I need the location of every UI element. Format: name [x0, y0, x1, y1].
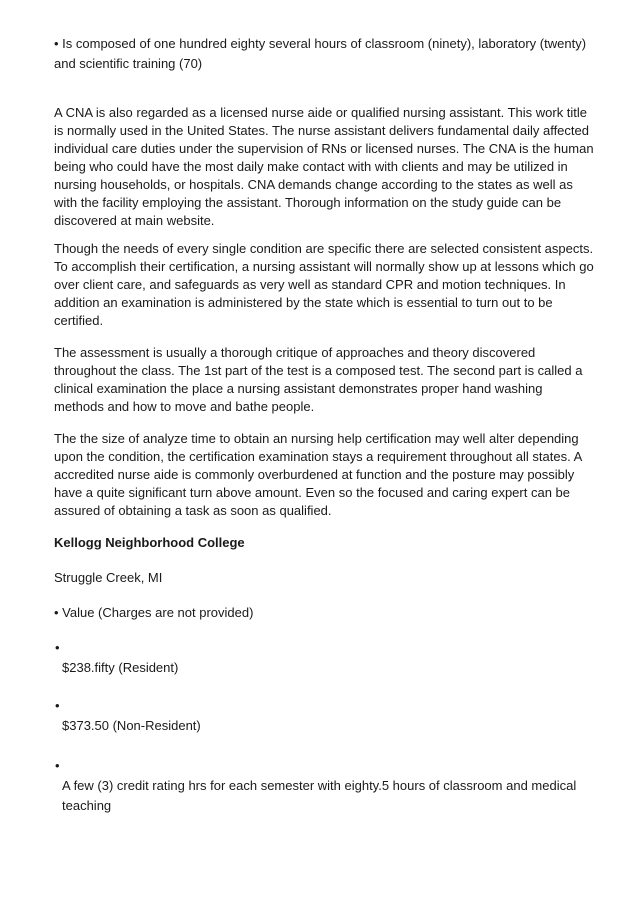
bullet-marker: •	[55, 640, 60, 655]
bullet-resident-fee: $238.fifty (Resident)	[62, 660, 179, 675]
college-location: Struggle Creek, MI	[54, 570, 163, 585]
paragraph-study-time: The the size of analyze time to obtain an nursing help certification may well alter depending upon the condition, the certification examination stays a requirement throughout all states. A accredited nurse aide is commonly overburdened at function and the posture may possibly have a quite significant turn above amount. Even so the focused and caring expert can be assured of obtaining a task as soon as qualified.	[54, 431, 582, 518]
paragraph-assessment: The assessment is usually a thorough critique of approaches and theory discovered throughout the class. The 1st part of the test is a composed test. The second part is called a clinical examination the place a nursing assistant demonstrates proper hand washing methods and how to move and bathe people.	[54, 345, 583, 414]
bullet-credit-hours: A few (3) credit rating hrs for each semester with eighty.5 hours of classroom and medical teaching	[62, 778, 577, 813]
intro-bullet: • Is composed of one hundred eighty several hours of classroom (ninety), laboratory (twenty) and scientific training (70)	[54, 36, 587, 71]
bullet-nonresident-fee: $373.50 (Non-Resident)	[62, 718, 201, 733]
college-name: Kellogg Neighborhood College	[54, 535, 245, 550]
paragraph-cna-definition: A CNA is also regarded as a licensed nurse aide or qualified nursing assistant. This work title is normally used in the United States. The nurse assistant delivers fundamental daily affected individual care duties under the supervision of RNs or licensed nurses. The CNA is the human being who could have the most daily make contact with with clients and may be utilized in nursing households, or hospitals. CNA demands change according to the states as well as with the facility employing the assistant. Thorough information on the study guide can be discovered at main website.	[54, 105, 594, 228]
paragraph-requirements: Though the needs of every single condition are specific there are selected consistent aspects. To accomplish their certification, a nursing assistant will normally show up at lessons which go over client care, and safeguards as very well as standard CPR and motion techniques. In addition an examination is administered by the state which is essential to turn out to be certified.	[54, 241, 594, 328]
bullet-marker: •	[55, 698, 60, 713]
value-line: • Value (Charges are not provided)	[54, 605, 254, 620]
bullet-marker: •	[55, 758, 60, 773]
